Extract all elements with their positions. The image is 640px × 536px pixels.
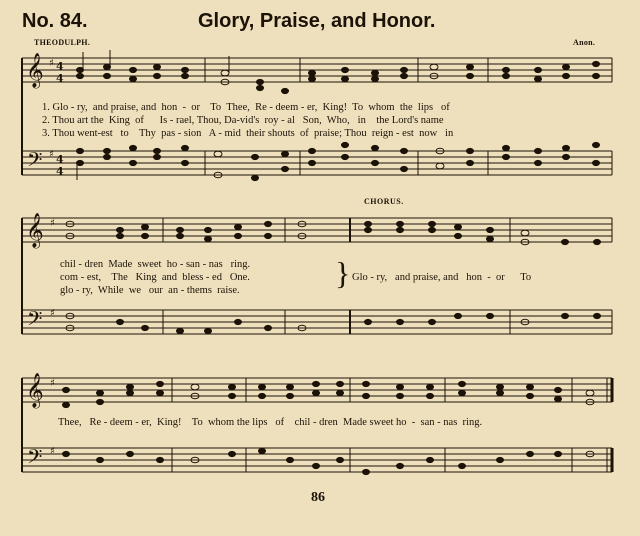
bass-clef: 𝄢: [27, 445, 43, 473]
chorus-label: CHORUS.: [364, 197, 404, 206]
key-signature: ♯: [50, 446, 55, 457]
hymn-number: No. 84.: [22, 10, 88, 32]
author-credit: Anon.: [573, 38, 596, 47]
time-signature: 4: [56, 60, 64, 73]
system-2-clefs: [26, 213, 55, 335]
verse-1-line-1: 1. Glo - ry, and praise, and hon - or To Thee, Re - deem - er, King! To whom the lips of: [42, 102, 450, 113]
chorus-line-1: Glo - ry, and praise, and hon - or To: [352, 272, 532, 283]
verse-brace: }: [335, 255, 351, 291]
time-signature: 4: [56, 153, 64, 166]
staff-1-bass: [22, 151, 612, 175]
verse-3-line-2: glo - ry, While we our an - thems raise.: [60, 285, 240, 296]
treble-clef: 𝄞: [26, 213, 44, 248]
page-number: 86: [311, 490, 325, 505]
system-3-clefs: [26, 373, 55, 473]
key-signature: ♯: [49, 58, 54, 69]
key-signature: ♯: [50, 308, 55, 319]
hymn-title: Glory, Praise, and Honor.: [198, 10, 436, 32]
verse-2-line-1: 2. Thou art the King of Is - rael, Thou, Da-vid's roy - al Son, Who, in the Lord's name: [42, 115, 444, 126]
treble-clef: 𝄞: [26, 373, 44, 408]
chorus-line-2: Thee, Re - deem - er, King! To whom the lips of chil - dren Made sweet ho - san - nas ring.: [58, 417, 483, 428]
key-signature: ♯: [50, 378, 55, 389]
tune-name: THEODULPH.: [34, 38, 91, 47]
key-signature: ♯: [49, 149, 54, 160]
key-signature: ♯: [50, 218, 55, 229]
verse-1-line-2: chil - dren Made sweet ho - san - nas ring.: [60, 259, 251, 270]
bass-clef: 𝄢: [27, 307, 43, 335]
time-signature: 4: [56, 72, 64, 85]
treble-clef: 𝄞: [26, 53, 44, 88]
bass-clef: 𝄢: [27, 148, 43, 176]
verse-3-line-1: 3. Thou went-est to Thy pas - sion A - mid their shouts of praise; Thou reign - est now in: [42, 128, 454, 139]
time-signature: 4: [56, 165, 64, 178]
verse-2-line-2: com - est, The King and bless - ed One.: [60, 272, 250, 283]
